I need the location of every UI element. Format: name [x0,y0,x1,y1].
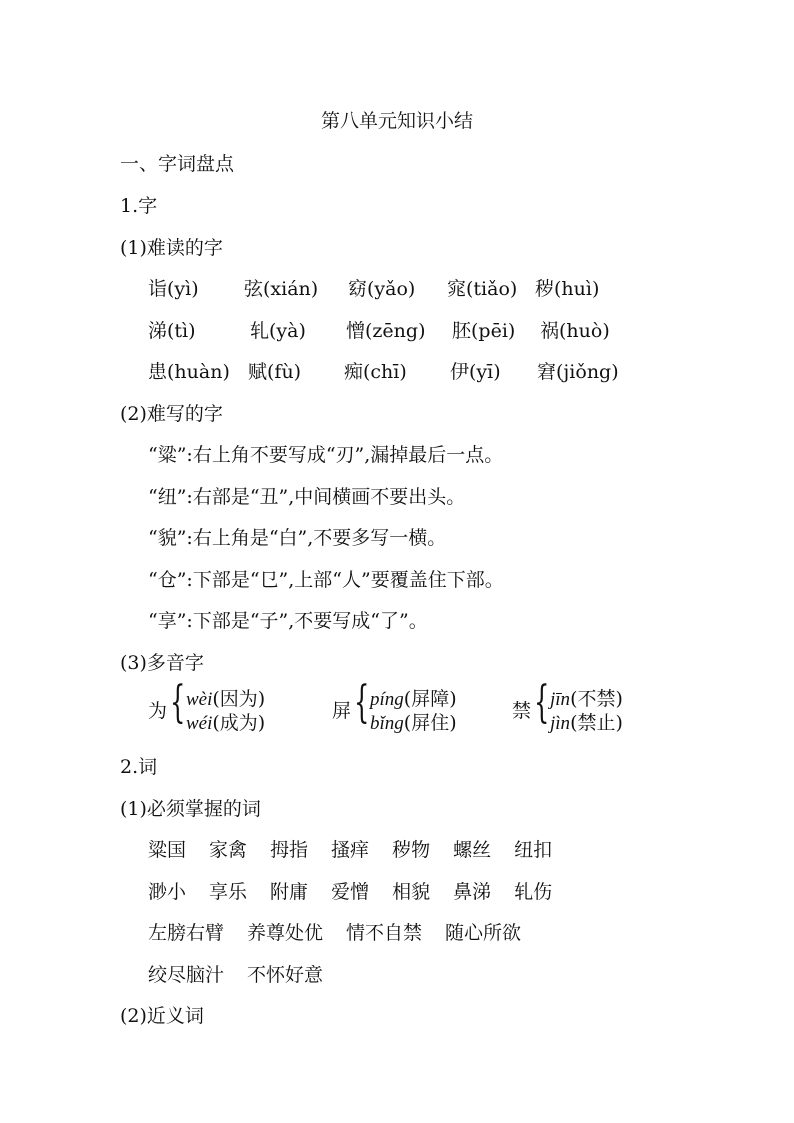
word-row [148,835,575,862]
brace-glyph: { [354,677,370,728]
difficult-read-heading: (1)难读的字 [120,237,223,259]
word-item: 家禽 [209,839,248,861]
char-item: 轧(yà) [250,320,306,342]
polyphonic-char: 屏 [332,700,352,722]
char-item: 涕(tì) [148,320,196,342]
word-item: 渺小 [148,881,187,903]
polyphonic-item [332,677,472,734]
char-item: 诣(yì) [148,278,199,300]
write-note: “粱”:右上角不要写成“刃”,漏掉最后一点。 [148,444,504,466]
char-item: 痴(chī) [344,361,407,383]
polyphonic-item [512,677,652,734]
reading-row: bǐng(屏住) [370,712,457,734]
char-item: 窈(yǎo) [348,278,416,300]
char-item: 窕(tiǎo) [447,278,518,300]
char-item: 伊(yī) [450,361,501,383]
polyphonic-char: 禁 [512,700,532,722]
section-heading: 一、字词盘点 [120,153,235,175]
reading-row: jìn(禁止) [550,712,623,734]
word-item: 拇指 [270,839,309,861]
char-item: 祸(huò) [540,320,610,342]
word-item: 爱憎 [331,881,370,903]
write-note: “享”:下部是“子”,不要写成“了”。 [148,610,428,632]
word-item: 附庸 [270,881,309,903]
word-row [148,960,346,987]
reading-row: wèi(因为) [186,688,266,710]
word-item: 绞尽脑汁 [148,964,225,986]
word-item: 轧伤 [514,881,553,903]
brace-glyph: { [534,677,550,728]
word-row [148,877,575,904]
brace-glyph: { [170,677,186,728]
char-item: 秽(huì) [535,278,600,300]
page-title: 第八单元知识小结 [320,110,473,132]
polyphonic-char: 为 [148,700,168,722]
word-item: 左膀右臂 [148,922,225,944]
char-item: 憎(zēng) [346,320,426,342]
word-item: 螺丝 [453,839,492,861]
word-item: 随心所欲 [445,922,522,944]
subsection-heading: 2.词 [120,756,158,778]
word-item: 不怀好意 [247,964,324,986]
word-item: 情不自禁 [346,922,423,944]
word-item: 鼻涕 [453,881,492,903]
word-item: 享乐 [209,881,248,903]
difficult-write-heading: (2)难写的字 [120,403,223,425]
char-item: 窘(jiǒng) [537,361,619,383]
write-note: “仓”:下部是“㔾”,上部“人”要覆盖住下部。 [148,569,504,591]
reading-row: jīn(不禁) [550,688,623,710]
polyphonic-heading: (3)多音字 [120,652,204,674]
write-note: “纽”:右部是“丑”,中间横画不要出头。 [148,486,466,508]
char-item: 赋(fù) [248,361,302,383]
polyphonic-item [148,677,288,734]
word-item: 秽物 [392,839,431,861]
word-item: 养尊处优 [247,922,324,944]
write-note: “貌”:右上角是“白”,不要多写一横。 [148,527,447,549]
word-item: 粱国 [148,839,187,861]
must-words-heading: (1)必须掌握的词 [120,798,261,820]
subsection-heading: 1.字 [120,195,158,217]
reading-row: píng(屏障) [370,688,457,710]
word-item: 纽扣 [514,839,553,861]
char-item: 弦(xián) [244,278,319,300]
char-item: 患(huàn) [148,361,230,383]
char-item: 胚(pēi) [452,320,516,342]
reading-row: wéi(成为) [186,712,266,734]
word-item: 搔痒 [331,839,370,861]
word-row [148,918,544,945]
word-item: 相貌 [392,881,431,903]
synonyms-heading: (2)近义词 [120,1005,204,1027]
